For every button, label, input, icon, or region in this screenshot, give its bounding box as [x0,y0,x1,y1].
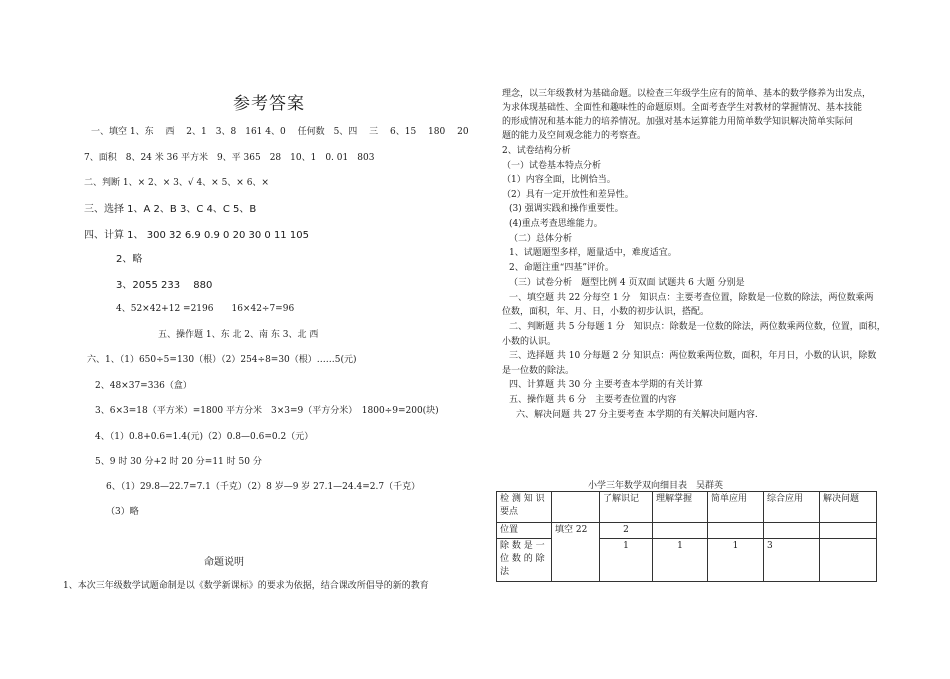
table-row [497,523,877,539]
operate-answers: 五、操作题 1、东 北 2、南 东 3、北 西 [158,330,319,340]
analysis-judge-cont: 小数的认识。 [502,337,557,347]
analysis-choice: 三、选择题 共 10 分每题 2 分 知识点：两位数乘两位数，面积，年月日，小数的认识，除数 [509,351,877,361]
row1-type: 填空 22 [552,523,600,582]
row2-problem-solving [820,539,877,582]
feature-item-2: （2）具有一定开放性和差异性。 [502,190,634,200]
table-header-row [497,492,877,523]
analysis-operate: 五、操作题 共 6 分 主要考查位置的内容 [509,395,677,405]
solve-answer-5: 5、9 时 30 分+2 时 20 分=11 时 50 分 [95,457,262,467]
explanation-line2: 理念，以三年级教材为基础命题。以检查三年级学生应有的简单、基本的数学修养为出发点， [502,89,872,99]
row2-recall: 1 [600,539,653,582]
calc-answers-4: 4、52×42+12 =2196 16×42÷7=96 [116,304,295,314]
row1-recall: 2 [600,523,653,539]
header-integrated-apply: 综合应用 [764,492,820,523]
row1-understand [653,523,708,539]
explanation-line3: 为求体现基础性、全面性和趣味性的命题原则。全面考查学生对教材的掌握情况、基本技能 [502,103,863,113]
feature-item-1: （1）内容全面，比例恰当。 [502,175,616,185]
calc-answers-3: 3、2055 233 880 [116,280,213,291]
answer-title: 参考答案 [233,94,305,114]
overall-item-2: 2、命题注重“四基”评价。 [509,263,614,273]
row2-understand: 1 [653,539,708,582]
calc-answers-2: 2、略 [116,254,143,265]
feature-item-4: (4)重点考查思维能力。 [509,219,603,229]
row2-integrated-apply: 3 [764,539,820,582]
header-problem-solving: 解决问题 [820,492,877,523]
header-understand: 理解掌握 [653,492,708,523]
fill-answers-line1: 一、填空 1、东 西 2、1 3、8 161 4、0 任何数 5、四 三 6、15 180 20 [91,127,469,137]
solve-answer-6-3: （3）略 [106,507,139,517]
header-simple-apply: 简单应用 [708,492,764,523]
header-blank [552,492,600,523]
row1-problem-solving [820,523,877,539]
row1-simple-apply [708,523,764,539]
explanation-line5: 题的能力及空间观念能力的考察查。 [502,131,647,141]
detail-table [496,491,877,582]
overall-item-1: 1、试题题型多样，题量适中，难度适宜。 [509,248,677,258]
choice-answers: 三、选择 1、A 2、B 3、C 4、C 5、B [84,204,257,215]
row1-integrated-apply [764,523,820,539]
row1-topic: 位置 [497,523,552,539]
row2-topic: 除 数 是 一 位 数 的 除 法 [497,539,552,582]
analysis-calc: 四、计算题 共 30 分 主要考查本学期的有关计算 [509,380,703,390]
section-title: 命题说明 [204,557,244,568]
row2-simple-apply: 1 [708,539,764,582]
judge-answers: 二、判断 1、× 2、× 3、√ 4、× 5、× 6、× [84,178,269,188]
fill-answers-line2: 7、面积 8、24 米 36 平方米 9、平 365 28 10、1 0. 01 803 [84,153,375,163]
analysis-fill: 一、填空题 共 22 分每空 1 分 知识点：主要考查位置，除数是一位数的除法，两位数乘两 [509,293,874,303]
solve-answer-3: 3、6×3=18（平方米）=1800 平方分米 3×3=9（平方分米） 1800÷9=200(块) [95,406,439,416]
analysis-choice-cont: 是一位数的除法。 [502,366,575,376]
solve-answer-2: 2、48×37=336（盒） [95,381,192,391]
header-recall: 了解识记 [600,492,653,523]
solve-answer-6: 6、（1）29.8—22.7=7.1（千克）（2）8 岁—9 岁 27.1—24.4=2.7（千克） [106,482,421,492]
features-heading: （一）试卷基本特点分析 [502,161,602,171]
analysis-solve: 六、解决问题 共 27 分主要考查 本学期的有关解决问题内容. [516,410,758,420]
calc-answers-1: 四、计算 1、 300 32 6.9 0.9 0 20 30 0 11 105 [84,230,309,241]
explanation-line4: 的形成情况和基本能力的培养情况。加强对基本运算能力用简单数学知识解决简单实际问 [502,117,854,127]
analysis-heading: （三）试卷分析 题型比例 4 页双面 试题共 6 大题 分别是 [509,278,745,288]
solve-answer-4: 4、（1）0.8+0.6=1.4(元)（2）0.8—0.6=0.2（元） [95,432,314,442]
explanation-line1: 1、本次三年级数学试题命制是以《数学新课标》的要求为依据，结合课改所倡导的新的教育 [63,581,429,591]
overall-heading: （二）总体分析 [509,234,573,244]
analysis-fill-cont: 位数，面积，年、月、日，小数的初步认识，搭配。 [502,307,710,317]
solve-answer-1: 六、1、（1）650÷5=130（根）（2）254÷8=30（根）……5(元) [87,355,357,365]
header-knowledge-points: 检 测 知 识 要点 [497,492,552,523]
structure-heading: 2、试卷结构分析 [502,146,571,156]
analysis-judge: 二、判断题 共 5 分每题 1 分 知识点：除数是一位数的除法，两位数乘两位数，位置，面积， [509,322,886,332]
feature-item-3: (3) 强调实践和操作重要性。 [509,204,624,214]
table-caption: 小学三年数学双向细目表 吴群英 [588,481,724,491]
